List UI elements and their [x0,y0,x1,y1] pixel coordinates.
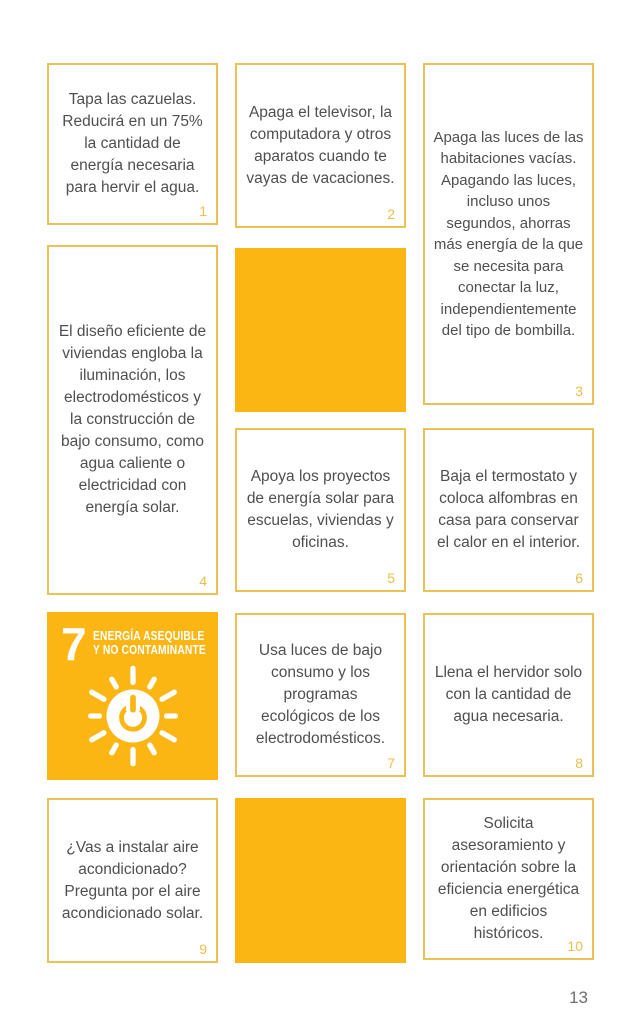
tip-card-7 [235,613,406,777]
tip-number: 3 [575,383,583,399]
tip-text: Baja el termostato y coloca alfombras en casa para conservar el calor en el interior. [436,468,581,551]
tip-number: 6 [575,570,583,586]
page-number: 13 [569,988,588,1007]
sdg-goal-header [47,612,218,670]
tip-card-4 [47,245,218,595]
tip-card-5 [235,428,406,592]
tip-number: 4 [199,573,207,589]
tip-card-3 [423,63,594,405]
tip-card-10 [423,798,594,960]
tip-text: Tapa las cazuelas. Reducirá en un 75% la cantidad de energía necesaria para hervir el agua. [62,91,203,196]
tip-number: 2 [387,206,395,222]
tip-text: Usa luces de bajo consumo y los programas ecológicos de los electrodomésticos. [255,642,386,747]
sdg-goal-title: ENERGÍA ASEQUIBLE Y NO CONTAMINANTE [92,629,206,657]
tip-text: Llena el hervidor solo con la cantidad de agua necesaria. [434,664,583,725]
sun-power-icon [80,663,186,769]
tip-text: Apoya los proyectos de energía solar para escuelas, viviendas y oficinas. [246,468,395,551]
tip-text: Apaga el televisor, la computadora y otros aparatos cuando te vayas de vacaciones. [246,103,395,187]
tip-card-6 [423,428,594,592]
tip-text: ¿Vas a instalar aire acondicionado? Pregunta por el aire acondicionado solar. [61,838,204,922]
tip-number: 8 [575,755,583,771]
tip-text: Solicita asesoramiento y orientación sobre la eficiencia energética en edificios históricos. [437,815,580,942]
tip-number: 5 [387,570,395,586]
tip-card-2 [235,63,406,228]
decorative-square-2 [235,798,406,963]
tip-text: Apaga las luces de las habitaciones vacías. Apagando las luces, incluso unos segundos, ahorras más energía de la que se necesita para conectar la luz, independientemente del tipo de bombilla. [433,128,584,339]
tip-card-8 [423,613,594,777]
tip-number: 1 [199,203,207,219]
tip-text: El diseño eficiente de viviendas engloba la iluminación, los electrodomésticos y la construcción de bajo consumo, como agua caliente o electricidad con energía solar. [58,323,207,516]
tip-card-9 [47,798,218,963]
decorative-square-1 [235,248,406,412]
tip-number: 10 [567,938,583,954]
tip-card-1 [47,63,218,225]
tip-number: 9 [199,941,207,957]
tip-number: 7 [387,755,395,771]
sdg-goal-number: 7 [61,618,86,670]
sdg-goal-7-card [47,612,218,780]
